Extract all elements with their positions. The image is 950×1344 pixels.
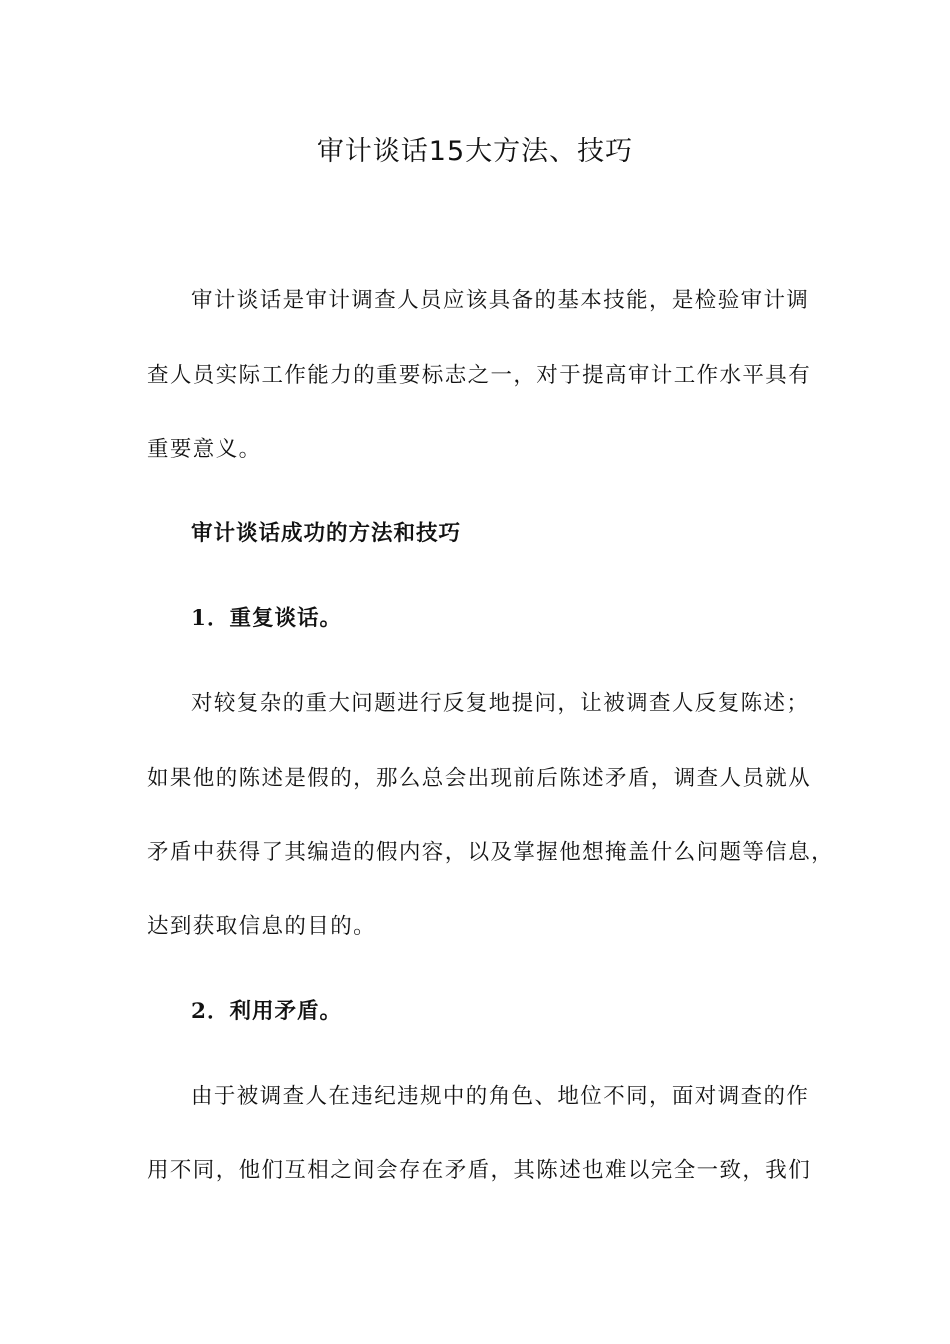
item-1-line-4: 达到获取信息的目的。 — [147, 914, 377, 939]
section-heading: 审计谈话成功的方法和技巧 — [191, 521, 462, 546]
intro-line-3: 重要意义。 — [147, 437, 262, 462]
intro-line-1: 审计谈话是审计调查人员应该具备的基本技能，是检验审计调 — [191, 288, 810, 313]
item-1-line-2: 如果他的陈述是假的，那么总会出现前后陈述矛盾，调查人员就从 — [147, 766, 812, 791]
item-1-line-3: 矛盾中获得了其编造的假内容，以及掌握他想掩盖什么问题等信息， — [147, 840, 835, 865]
document-title: 审计谈话15大方法、技巧 — [316, 136, 634, 167]
item-2-line-2: 用不同，他们互相之间会存在矛盾，其陈述也难以完全一致，我们 — [147, 1158, 812, 1183]
item-1-line-1: 对较复杂的重大问题进行反复地提问，让被调查人反复陈述； — [191, 691, 810, 716]
intro-line-2: 查人员实际工作能力的重要标志之一，对于提高审计工作水平具有 — [147, 363, 812, 388]
item-2-line-1: 由于被调查人在违纪违规中的角色、地位不同，面对调查的作 — [191, 1084, 810, 1109]
item-2-heading: 2．利用矛盾。 — [191, 999, 342, 1024]
item-1-heading: 1．重复谈话。 — [191, 606, 342, 631]
